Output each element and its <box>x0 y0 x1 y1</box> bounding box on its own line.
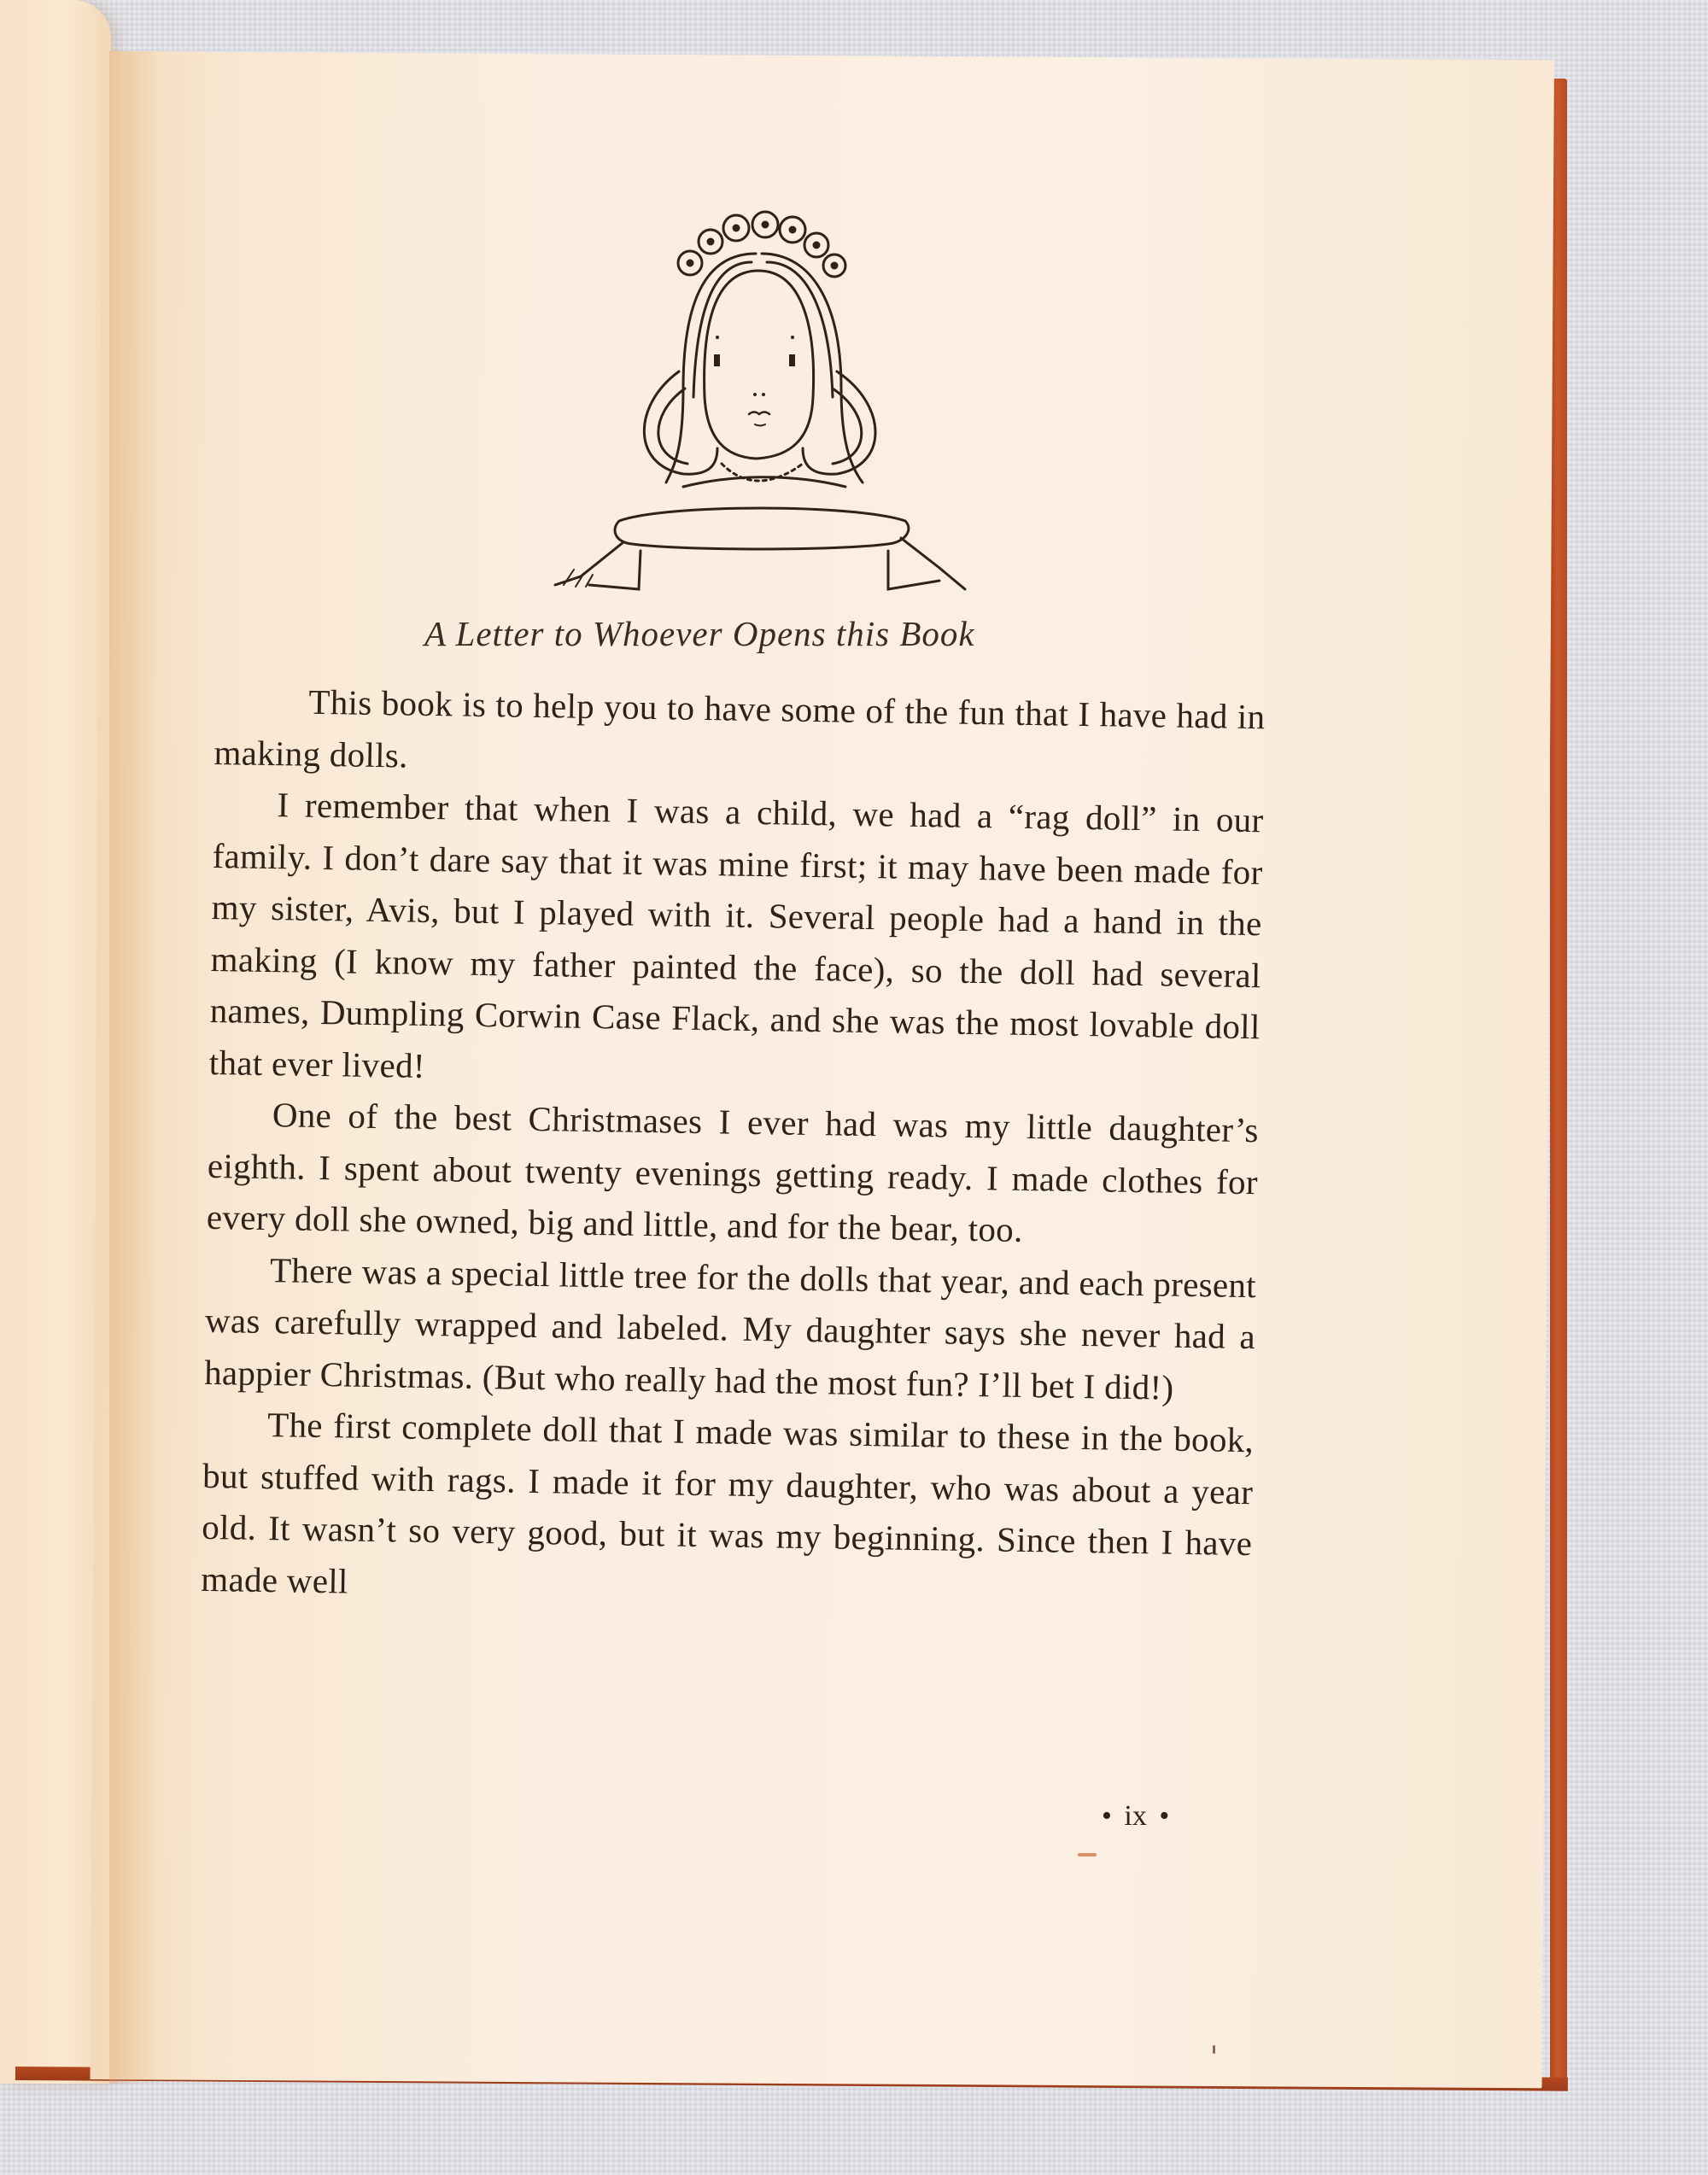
paper-speck <box>1213 2045 1215 2054</box>
letter-body <box>201 675 1266 1621</box>
paragraph: There was a special little tree for the dolls that year, and each present was carefully wrapped and labeled. My daughter says she never had a happier Christmas. (But who really had the most fun? I’ll bet I did!) <box>203 1249 1257 1407</box>
paragraph: I remember that when I was a child, we had a “rag doll” in our family. I don’t dare say that it was mine first; it may have been made for my sister, Avis, but I played with it. Several people had a hand in the making (I know my father painted the face), so the doll had several names, Dumpling Corwin Case Flack, and she was the most lovable doll that ever lived! <box>208 785 1264 1085</box>
girl-with-flower-crown-illustration <box>538 192 982 593</box>
paragraph: This book is to help you to have some of the fun that I have had in making dolls. <box>214 681 1266 775</box>
book-cover-edge-right <box>1550 79 1567 2085</box>
letter-heading: A Letter to Whoever Opens this Book <box>424 614 975 653</box>
paper-stain <box>1078 1853 1097 1856</box>
paragraph: The first complete doll that I made was similar to these in the book, but stuffed with rags. I made it for my daughter, who was about a year old. It wasn’t so very good, but it was my beginning. Since then I have made well <box>201 1405 1255 1601</box>
gutter-shadow <box>109 51 161 2084</box>
flower-crown-icon <box>678 212 845 277</box>
page-number: • ix • <box>1102 1800 1170 1832</box>
paragraph: One of the best Christmases I ever had was my little daughter’s eighth. I spent about twenty evenings getting ready. I made clothes for every doll she owned, big and little, and for the bear, too. <box>206 1095 1260 1249</box>
